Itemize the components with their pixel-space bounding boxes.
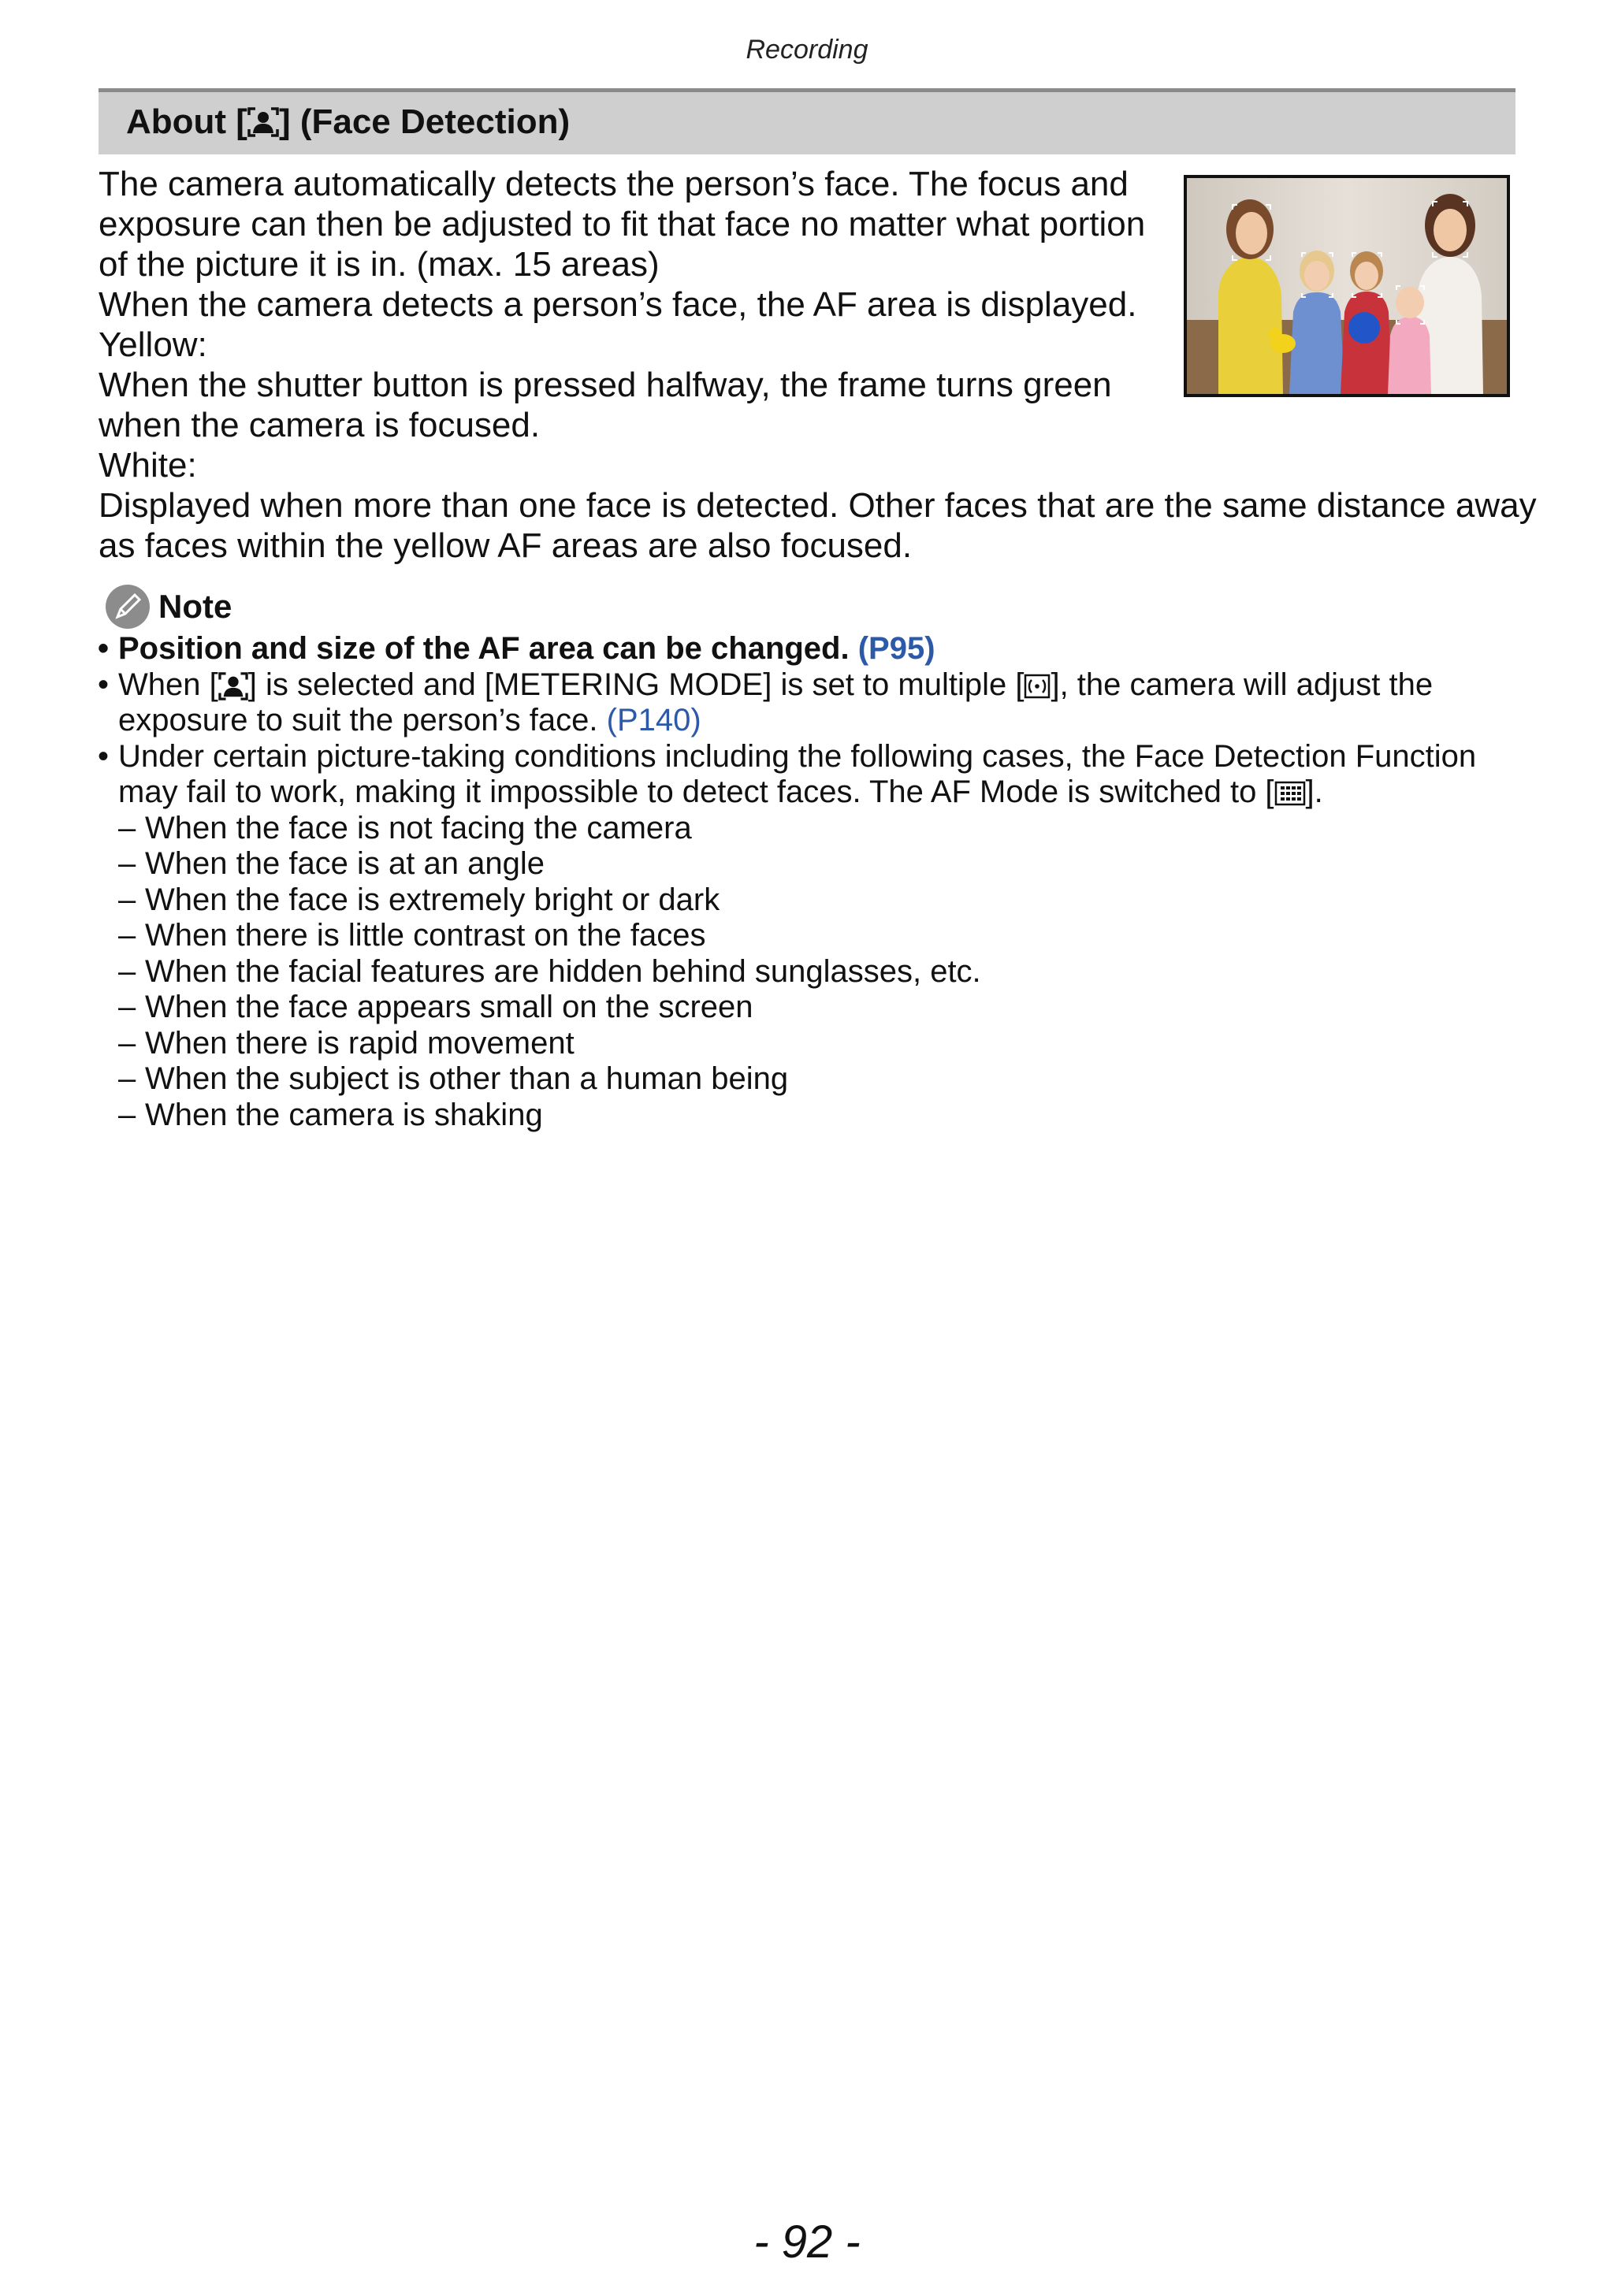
running-header: Recording [746,35,868,65]
note-bullet-af-area [96,631,1515,667]
condition-item: – When the subject is other than a human being [96,1061,1515,1098]
section-title-suffix: ] (Face Detection) [278,102,571,141]
face-detection-example-photo [1184,175,1510,397]
condition-item: – When the face is not facing the camera [96,811,1515,847]
condition-item: – When the camera is shaking [96,1098,1515,1134]
note-bullet-metering-text-c: ], the camera will adjust the exposure to suit the person’s face. [118,667,1434,737]
intro-paragraph-2: When the camera detects a person’s face, the AF area is displayed. [99,285,1137,324]
family-photo-illustration [1187,178,1507,394]
section-header-bar [99,88,1515,154]
condition-item: – When the face appears small on the screen [96,990,1515,1026]
multiple-metering-icon [1024,673,1051,700]
pencil-note-icon [105,584,151,630]
intro-paragraph-1: The camera automatically detects the person’s face. The focus and exposure can then be adjusted to fit that face no matter what portion of the picture it is in. (max. 15 areas) [99,165,1146,284]
note-bullet-metering-text-a: When [ [118,667,218,702]
page-number: - 92 - [753,2216,861,2268]
note-label: Note [158,588,232,625]
section-title [126,102,570,142]
note-bullet-af-area-text: Position and size of the AF area can be changed. [118,631,850,666]
condition-item: – When there is rapid movement [96,1026,1515,1062]
note-heading [105,583,232,630]
note-list [96,631,1515,1133]
condition-item: – When the face is extremely bright or dark [96,882,1515,919]
note-bullet-metering [96,667,1515,739]
note-bullet-metering-text-b: ] is selected and [METERING MODE] is set to multiple [ [247,667,1025,702]
condition-item: – When the facial features are hidden behind sunglasses, etc. [96,954,1515,990]
multi-area-af-icon [1274,780,1306,807]
condition-item: – When there is little contrast on the faces [96,918,1515,954]
condition-item: – When the face is at an angle [96,846,1515,882]
yellow-description: When the shutter button is pressed halfway, the frame turns green when the camera is focused. [99,366,1112,444]
page-reference-link[interactable]: (P95) [857,631,935,666]
note-bullet-conditions-text-b: ]. [1305,775,1323,809]
white-label: White: [99,446,197,485]
note-bullet-conditions-text-a: Under certain picture-taking conditions including the following cases, the Face Detection Function may fail to work, making it impossible to detect faces. The AF Mode is switched to [ [118,738,1477,809]
page-reference-link[interactable]: (P140) [606,703,701,737]
face-detection-icon [218,672,248,700]
yellow-label: Yellow: [99,325,207,364]
note-bullet-conditions [96,739,1515,811]
white-description: Displayed when more than one face is detected. Other faces that are the same distance away as faces within the yellow AF areas are also focused. [99,486,1537,565]
face-detection-icon [247,107,279,137]
section-title-prefix: About [ [126,102,247,141]
